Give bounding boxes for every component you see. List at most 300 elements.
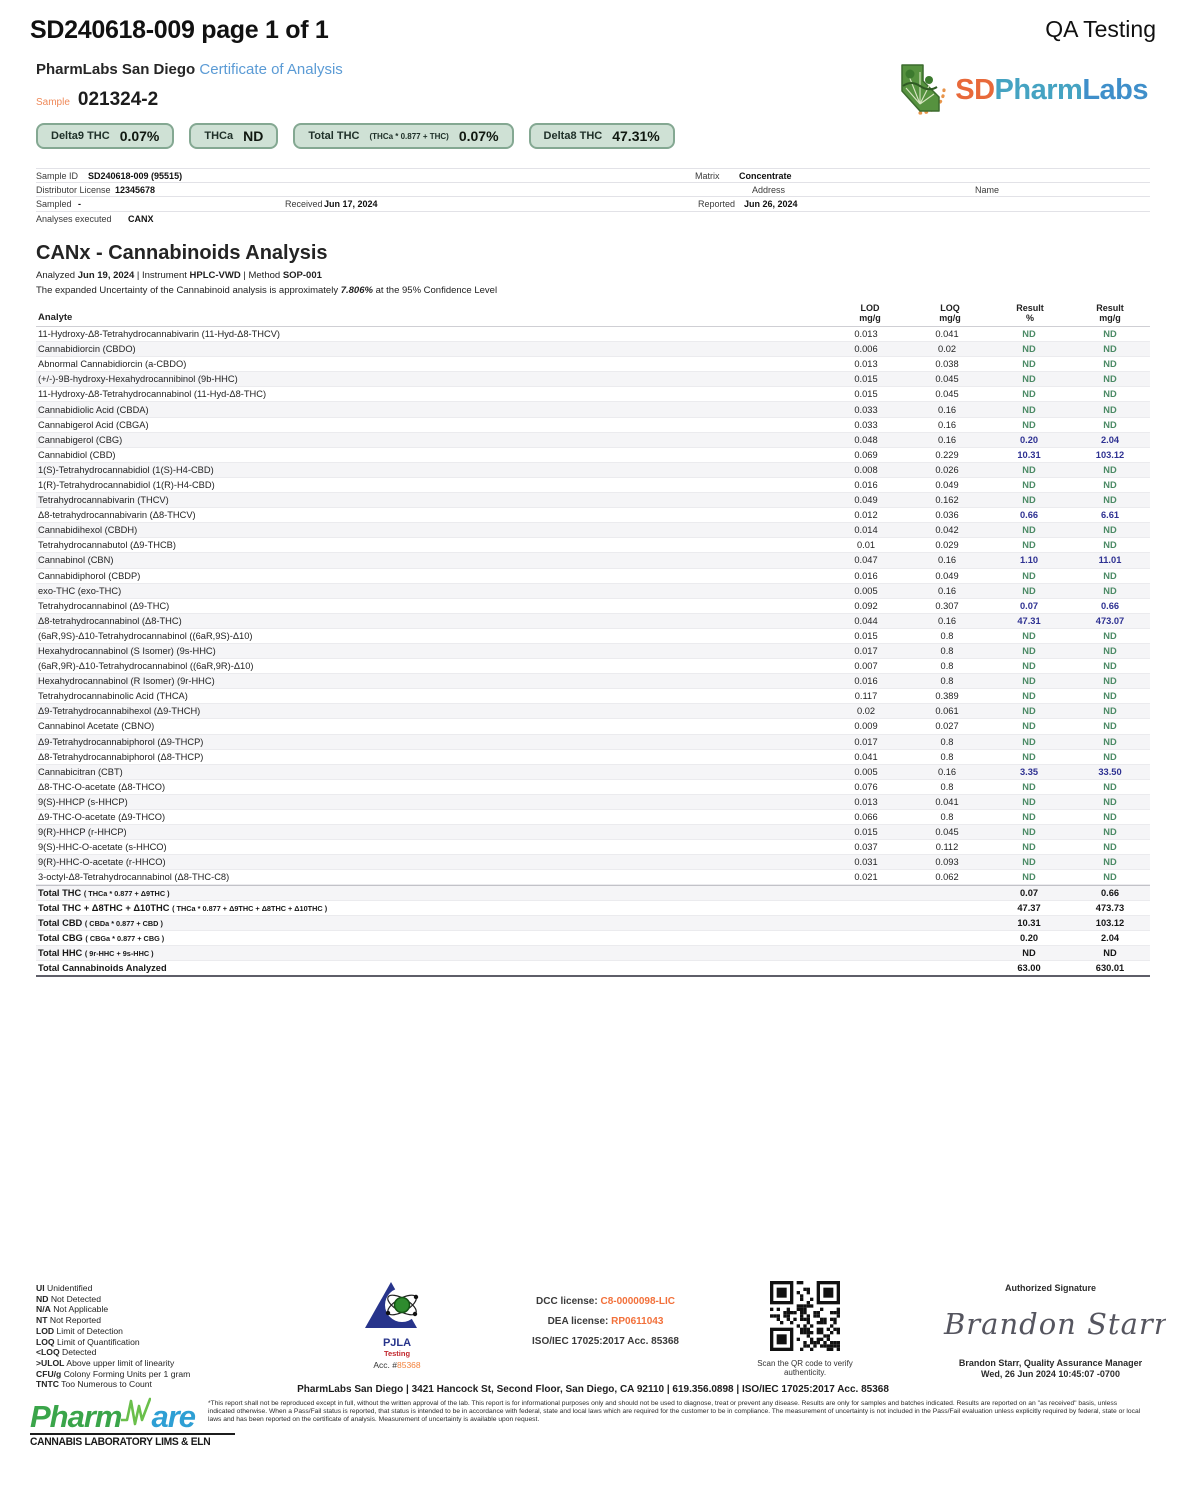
- uncertainty-value: 7.806%: [340, 285, 373, 296]
- analyte-row: [36, 795, 1150, 810]
- license-block: [498, 1292, 713, 1352]
- lod-value: 0.044: [854, 615, 878, 626]
- analyte-row: [36, 372, 1150, 387]
- abbreviation-legend: [36, 1283, 190, 1390]
- analyte-row: [36, 538, 1150, 553]
- analyte-row: [36, 478, 1150, 493]
- analyte-row: [36, 599, 1150, 614]
- lod-value: 0.016: [854, 676, 878, 687]
- total-row: [36, 946, 1150, 961]
- result-percent: ND: [1022, 389, 1036, 400]
- qr-verification: [740, 1281, 870, 1377]
- loq-value: 0.16: [937, 555, 957, 566]
- result-percent: ND: [1022, 706, 1036, 717]
- analyte-column-header: Analyte: [38, 312, 73, 323]
- badge-value: 0.07%: [458, 128, 499, 144]
- analyte-row: [36, 810, 1150, 825]
- total-label: Total CBG ( CBGa * 0.877 + CBG ): [38, 933, 165, 944]
- total-percent: 47.37: [1017, 902, 1041, 913]
- pjla-testing-label: Testing: [383, 1349, 411, 1358]
- lab-address-line: PharmLabs San Diego | 3421 Hancock St, Second Floor, San Diego, CA 92110 | 619.356.0898 | ISO/IEC 17025:2017 Acc. 85368: [297, 1384, 889, 1395]
- lod-value: 0.031: [854, 857, 878, 868]
- loq-value: 0.16: [937, 404, 957, 415]
- result-percent: ND: [1022, 479, 1036, 490]
- analyte-name: 1(R)-Tetrahydrocannabidiol (1(R)-H4-CBD): [38, 479, 215, 490]
- sample-id-full: SD240618-009 (95515): [88, 171, 183, 181]
- total-row: [36, 916, 1150, 931]
- analyte-row: [36, 584, 1150, 599]
- badge-label: Total THC: [308, 130, 360, 142]
- total-label: Total Cannabinoids Analyzed: [38, 963, 167, 973]
- lod-value: 0.014: [854, 525, 878, 536]
- analyte-name: Tetrahydrocannabutol (Δ9-THCB): [38, 540, 176, 551]
- loq-value: 0.112: [935, 842, 959, 853]
- legend-item: LOQ Limit of Quantification: [36, 1336, 140, 1347]
- lod-value: 0.033: [854, 419, 878, 430]
- column-header: Result %: [1016, 303, 1044, 323]
- lod-value: 0.015: [854, 389, 878, 400]
- result-percent: ND: [1022, 329, 1036, 340]
- legend-item: CFU/g Colony Forming Units per 1 gram: [36, 1368, 191, 1379]
- analyte-name: Tetrahydrocannabinol (Δ9-THC): [38, 600, 170, 611]
- lod-value: 0.017: [854, 646, 878, 657]
- total-percent: 10.31: [1017, 917, 1041, 928]
- lod-value: 0.048: [854, 434, 878, 445]
- loq-value: 0.041: [935, 329, 959, 340]
- analyte-name: Cannabinol (CBN): [38, 555, 114, 566]
- lod-value: 0.016: [854, 479, 878, 490]
- result-mgg: 2.04: [1100, 434, 1120, 445]
- analyte-row: [36, 508, 1150, 523]
- result-percent: ND: [1022, 646, 1036, 657]
- totals-rows: [36, 885, 1150, 976]
- result-percent: 0.66: [1019, 510, 1039, 521]
- result-mgg: ND: [1103, 495, 1117, 506]
- analyte-row: [36, 553, 1150, 568]
- analyte-row: [36, 402, 1150, 417]
- column-header: Result mg/g: [1096, 303, 1124, 323]
- separator: |: [136, 270, 140, 281]
- analyte-name: Cannabicitran (CBT): [38, 766, 123, 777]
- analyte-row: [36, 780, 1150, 795]
- analyte-name: Cannabidiphorol (CBDP): [38, 570, 141, 581]
- analyte-name: exo-THC (exo-THC): [38, 585, 122, 596]
- analyte-row: [36, 735, 1150, 750]
- loq-value: 0.307: [935, 600, 959, 611]
- lab-name: PharmLabs San Diego: [36, 61, 196, 78]
- lod-value: 0.015: [854, 374, 878, 385]
- legend-item: LOD Limit of Detection: [36, 1325, 123, 1336]
- result-percent: ND: [1022, 359, 1036, 370]
- lod-value: 0.005: [854, 766, 878, 777]
- result-percent: ND: [1022, 570, 1036, 581]
- analyte-name: Δ8-tetrahydrocannabinol (Δ8-THC): [38, 615, 182, 626]
- result-mgg: ND: [1103, 389, 1117, 400]
- lod-value: 0.012: [854, 510, 878, 521]
- analyte-row: [36, 750, 1150, 765]
- analyte-name: 11-Hydroxy-Δ8-Tetrahydrocannabivarin (11-Hyd-Δ8-THCV): [38, 329, 280, 340]
- pjla-accreditation: [347, 1281, 447, 1370]
- dea-license-line: DEA license: RP0611043: [547, 1316, 664, 1327]
- loq-value: 0.036: [935, 510, 959, 521]
- result-mgg: ND: [1103, 676, 1117, 687]
- matrix-value: Concentrate: [739, 171, 792, 181]
- analyte-name: (6aR,9S)-Δ10-Tetrahydrocannabinol ((6aR,9S)-Δ10): [38, 630, 253, 641]
- loq-value: 0.16: [937, 419, 957, 430]
- analyte-name: Δ9-Tetrahydrocannabiphorol (Δ9-THCP): [38, 736, 204, 747]
- result-percent: ND: [1022, 495, 1036, 506]
- loq-value: 0.8: [940, 661, 954, 672]
- total-mgg: ND: [1103, 948, 1117, 959]
- lod-value: 0.009: [854, 721, 878, 732]
- name-label: Name: [975, 184, 1000, 195]
- lod-value: 0.015: [854, 827, 878, 838]
- analyte-row: [36, 644, 1150, 659]
- analyte-row: [36, 342, 1150, 357]
- total-percent: 0.20: [1019, 933, 1039, 944]
- pjla-logo-icon: [364, 1320, 430, 1337]
- loq-value: 0.8: [940, 751, 954, 762]
- total-formula: ( THCa * 0.877 + Δ9THC ): [83, 889, 170, 899]
- loq-value: 0.16: [937, 585, 957, 596]
- analyte-name: Cannabidihexol (CBDH): [38, 525, 138, 536]
- distributor-license-label: Distributor License: [36, 184, 111, 195]
- analyte-row: [36, 387, 1150, 402]
- legend-item: UI Unidentified: [36, 1283, 93, 1293]
- analyte-row: [36, 825, 1150, 840]
- result-percent: ND: [1022, 857, 1036, 868]
- result-percent: ND: [1022, 630, 1036, 641]
- badge-label: THCa: [204, 130, 234, 142]
- result-mgg: ND: [1103, 827, 1117, 838]
- lod-value: 0.013: [854, 359, 878, 370]
- analyte-name: Tetrahydrocannabinolic Acid (THCA): [38, 691, 188, 702]
- lod-value: 0.049: [854, 495, 878, 506]
- total-row: [36, 901, 1150, 916]
- analyte-name: Δ8-tetrahydrocannabivarin (Δ8-THCV): [38, 510, 196, 521]
- badge-value: ND: [243, 128, 264, 144]
- analyte-row: [36, 418, 1150, 433]
- result-mgg: ND: [1103, 691, 1117, 702]
- analyte-row: [36, 719, 1150, 734]
- result-percent: ND: [1022, 691, 1036, 702]
- sdpharmlabs-wordmark: SDPharmLabs: [955, 74, 1148, 106]
- total-label: Total HHC ( 9r-HHC + 9s-HHC ): [38, 948, 154, 959]
- result-mgg: ND: [1103, 751, 1117, 762]
- result-mgg: ND: [1103, 872, 1117, 883]
- lod-value: 0.01: [856, 540, 876, 551]
- loq-value: 0.049: [935, 479, 959, 490]
- analyte-name: 9(R)-HHCP (r-HHCP): [38, 827, 127, 838]
- uncertainty-statement: The expanded Uncertainty of the Cannabinoid analysis is approximately 7.806% at the 95% Confidence Level: [36, 285, 498, 296]
- total-percent: 63.00: [1017, 963, 1041, 973]
- result-mgg: ND: [1103, 842, 1117, 853]
- analyte-name: Cannabigerol Acid (CBGA): [38, 419, 149, 430]
- total-row: [36, 961, 1150, 976]
- loq-value: 0.8: [940, 630, 954, 641]
- certificate-of-analysis-label: Certificate of Analysis: [199, 61, 343, 78]
- lod-value: 0.016: [854, 570, 878, 581]
- analyte-row: [36, 689, 1150, 704]
- dcc-license-line: DCC license: C8-0000098-LIC: [536, 1296, 675, 1307]
- address-label: Address: [752, 184, 786, 195]
- analyte-name: 9(S)-HHC-O-acetate (s-HHCO): [38, 842, 167, 853]
- analyzed-label: Analyzed: [36, 270, 76, 281]
- method-value: SOP-001: [282, 270, 322, 281]
- pjla-accreditation-number: Acc. #85368: [373, 1360, 421, 1370]
- loq-value: 0.16: [937, 766, 957, 777]
- total-row: [36, 885, 1150, 900]
- signature-text: Brandon Starr: [943, 1307, 1166, 1341]
- result-mgg: ND: [1103, 630, 1117, 641]
- badge-label: Delta8 THC: [543, 130, 603, 142]
- pharmware-tagline: CANNABIS LABORATORY LIMS & ELN: [30, 1436, 211, 1448]
- analyte-row: [36, 629, 1150, 644]
- lod-value: 0.033: [854, 404, 878, 415]
- analyte-name: Cannabidiolic Acid (CBDA): [38, 404, 149, 415]
- result-percent: ND: [1022, 540, 1036, 551]
- result-mgg: ND: [1103, 570, 1117, 581]
- result-mgg: ND: [1103, 812, 1117, 823]
- badge-formula: (THCa * 0.877 + THC): [369, 131, 449, 141]
- separator: |: [243, 270, 246, 281]
- analyte-name: 11-Hydroxy-Δ8-Tetrahydrocannabinol (11-Hyd-Δ8-THC): [38, 389, 267, 400]
- cannabinoid-results-table: [36, 303, 1150, 977]
- result-mgg: 103.12: [1095, 449, 1125, 460]
- legend-item: N/A Not Applicable: [36, 1304, 109, 1315]
- legend-item: <LOQ Detected: [36, 1347, 97, 1358]
- loq-value: 0.045: [935, 374, 959, 385]
- cannabinoid-summary-badges: [36, 123, 1186, 149]
- lod-value: 0.076: [854, 781, 878, 792]
- pharmware-wordmark: Pharm are: [30, 1397, 235, 1435]
- distributor-license-value: 12345678: [115, 184, 156, 195]
- result-mgg: ND: [1103, 344, 1117, 355]
- result-percent: ND: [1022, 781, 1036, 792]
- analyte-name: Tetrahydrocannabivarin (THCV): [38, 495, 169, 506]
- instrument-label: Instrument: [142, 270, 187, 281]
- method-label: Method: [248, 270, 281, 281]
- total-formula: ( CBGa * 0.877 + CBG ): [85, 934, 165, 944]
- legend-item: TNTC Too Numerous to Count: [36, 1379, 152, 1390]
- analyte-name: 9(R)-HHC-O-acetate (r-HHCO): [38, 857, 166, 868]
- loq-value: 0.16: [937, 434, 957, 445]
- lod-value: 0.015: [854, 630, 878, 641]
- loq-value: 0.229: [935, 449, 959, 460]
- result-mgg: ND: [1103, 464, 1117, 475]
- analyte-row: [36, 448, 1150, 463]
- result-mgg: ND: [1103, 857, 1117, 868]
- analyte-row: [36, 433, 1150, 448]
- section-title: CANx - Cannabinoids Analysis: [36, 242, 328, 264]
- loq-value: 0.042: [935, 525, 959, 536]
- summary-badge: [529, 123, 675, 149]
- authorized-signature-label: Authorized Signature: [1004, 1283, 1096, 1293]
- analyte-row: [36, 765, 1150, 780]
- pharmware-logo: [30, 1397, 235, 1448]
- analyte-name: Δ9-THC-O-acetate (Δ9-THCO): [38, 812, 166, 823]
- column-header: LOD mg/g: [859, 303, 881, 323]
- total-percent: ND: [1022, 948, 1036, 959]
- analyte-row: [36, 569, 1150, 584]
- analyte-name: 1(S)-Tetrahydrocannabidiol (1(S)-H4-CBD): [38, 464, 214, 475]
- total-mgg: 103.12: [1095, 917, 1125, 928]
- summary-badge: [36, 123, 174, 149]
- result-percent: ND: [1022, 676, 1036, 687]
- lod-value: 0.005: [854, 585, 878, 596]
- legend-item: NT Not Reported: [36, 1315, 101, 1326]
- result-mgg: ND: [1103, 646, 1117, 657]
- lod-value: 0.021: [854, 872, 878, 883]
- analyte-name: (+/-)-9B-hydroxy-Hexahydrocannibinol (9b-HHC): [38, 374, 238, 385]
- qa-testing-label: QA Testing: [1045, 16, 1156, 42]
- legend-item: ND Not Detected: [36, 1293, 101, 1304]
- qr-code[interactable]: [770, 1338, 840, 1355]
- result-mgg: ND: [1103, 721, 1117, 732]
- analyses-executed-value: CANX: [128, 213, 154, 224]
- sampled-value: -: [78, 199, 81, 209]
- result-mgg: ND: [1103, 329, 1117, 340]
- lod-value: 0.047: [854, 555, 878, 566]
- result-mgg: 11.01: [1098, 555, 1122, 566]
- result-percent: 1.10: [1019, 555, 1039, 566]
- total-label: Total THC + Δ8THC + Δ10THC ( THCa * 0.877 + Δ9THC + Δ8THC + Δ10THC ): [38, 902, 328, 913]
- total-mgg: 473.73: [1095, 902, 1125, 913]
- result-mgg: ND: [1103, 706, 1117, 717]
- legend-item: >ULOL Above upper limit of linearity: [36, 1357, 175, 1368]
- lod-value: 0.008: [854, 464, 878, 475]
- loq-value: 0.8: [940, 736, 954, 747]
- total-mgg: 0.66: [1100, 888, 1120, 899]
- lod-value: 0.006: [854, 344, 878, 355]
- result-mgg: ND: [1103, 540, 1117, 551]
- result-percent: ND: [1022, 661, 1036, 672]
- result-mgg: ND: [1103, 359, 1117, 370]
- signature-block: [928, 1283, 1173, 1380]
- analyte-name: 9(S)-HHCP (s-HHCP): [38, 796, 128, 807]
- result-mgg: ND: [1103, 404, 1117, 415]
- result-percent: 0.07: [1019, 600, 1039, 611]
- iso-accreditation-line: ISO/IEC 17025:2017 Acc. 85368: [532, 1336, 679, 1347]
- loq-value: 0.027: [935, 721, 959, 732]
- signer-name-title: Brandon Starr, Quality Assurance Manager: [958, 1358, 1143, 1368]
- analyte-row: [36, 704, 1150, 719]
- page-header: [0, 0, 1186, 45]
- received-label: Received: [285, 199, 323, 209]
- loq-value: 0.045: [935, 389, 959, 400]
- badge-value: 47.31%: [612, 128, 660, 144]
- loq-value: 0.045: [935, 827, 959, 838]
- analyte-row: [36, 855, 1150, 870]
- instrument-value: HPLC-VWD: [189, 270, 241, 281]
- analyte-name: Hexahydrocannabinol (R Isomer) (9r-HHC): [38, 676, 215, 687]
- lod-value: 0.069: [854, 449, 878, 460]
- numeric-column-headers: [830, 303, 1150, 323]
- analyte-name: 3-octyl-Δ8-Tetrahydrocannabinol (Δ8-THC-C8): [38, 872, 230, 883]
- loq-value: 0.8: [940, 676, 954, 687]
- result-percent: ND: [1022, 525, 1036, 536]
- total-formula: ( CBDa * 0.877 + CBD ): [84, 918, 163, 928]
- loq-value: 0.162: [935, 495, 959, 506]
- result-mgg: 473.07: [1095, 615, 1125, 626]
- loq-value: 0.8: [940, 781, 954, 792]
- analyte-row: [36, 493, 1150, 508]
- total-mgg: 630.01: [1095, 963, 1125, 973]
- result-mgg: ND: [1103, 736, 1117, 747]
- lod-value: 0.041: [854, 751, 878, 762]
- loq-value: 0.389: [935, 691, 959, 702]
- total-formula: ( THCa * 0.877 + Δ9THC + Δ8THC + Δ10THC ): [172, 903, 328, 913]
- loq-value: 0.062: [935, 872, 959, 883]
- info-row-3: [36, 197, 1150, 212]
- sample-id-label: Sample ID: [36, 171, 79, 181]
- badge-value: 0.07%: [119, 128, 160, 144]
- analyte-row: [36, 463, 1150, 478]
- section-meta-line: [36, 270, 1186, 281]
- result-mgg: 6.61: [1100, 510, 1120, 521]
- total-label: Total THC ( THCa * 0.877 + Δ9THC ): [38, 888, 170, 899]
- result-percent: ND: [1022, 404, 1036, 415]
- reported-label: Reported: [698, 199, 736, 209]
- column-header: LOQ mg/g: [939, 303, 961, 323]
- dcc-license-value: C8-0000098-LIC: [600, 1296, 675, 1307]
- analyte-row: [36, 659, 1150, 674]
- analyte-row: [36, 840, 1150, 855]
- lod-value: 0.117: [854, 691, 878, 702]
- analyte-row: [36, 357, 1150, 372]
- loq-value: 0.061: [935, 706, 959, 717]
- lod-value: 0.092: [854, 600, 878, 611]
- lod-value: 0.037: [854, 842, 878, 853]
- analyte-name: Δ8-THC-O-acetate (Δ8-THCO): [38, 781, 166, 792]
- analyzed-date: Jun 19, 2024: [77, 270, 135, 281]
- loq-value: 0.029: [935, 540, 959, 551]
- analyte-row: [36, 614, 1150, 629]
- result-mgg: ND: [1103, 374, 1117, 385]
- signature-script: [928, 1301, 1173, 1352]
- received-value: Jun 17, 2024: [324, 199, 378, 209]
- result-percent: ND: [1022, 812, 1036, 823]
- result-mgg: ND: [1103, 419, 1117, 430]
- result-mgg: ND: [1103, 479, 1117, 490]
- sample-label: Sample: [36, 97, 70, 108]
- result-percent: ND: [1022, 751, 1036, 762]
- analyte-name: Cannabidiol (CBD): [38, 449, 116, 460]
- loq-value: 0.026: [935, 464, 959, 475]
- result-percent: 3.35: [1019, 766, 1039, 777]
- sampled-label: Sampled: [36, 199, 72, 209]
- result-percent: 0.20: [1019, 434, 1039, 445]
- result-mgg: ND: [1103, 661, 1117, 672]
- result-percent: 47.31: [1017, 615, 1041, 626]
- document-id-title: SD240618-009 page 1 of 1: [30, 16, 329, 44]
- lod-value: 0.007: [854, 661, 878, 672]
- analyte-name: Δ8-Tetrahydrocannabiphorol (Δ8-THCP): [38, 751, 204, 762]
- total-percent: 0.07: [1019, 888, 1039, 899]
- loq-value: 0.049: [935, 570, 959, 581]
- sample-info-table: [36, 168, 1150, 226]
- result-mgg: ND: [1103, 781, 1117, 792]
- result-mgg: ND: [1103, 525, 1117, 536]
- result-mgg: 33.50: [1098, 766, 1122, 777]
- dea-license-value: RP0611043: [611, 1316, 664, 1327]
- signature-datetime: Wed, 26 Jun 2024 10:45:07 -0700: [981, 1369, 1120, 1379]
- pjla-name: PJLA: [382, 1337, 412, 1349]
- analyte-name: Cannabigerol (CBG): [38, 434, 123, 445]
- result-percent: ND: [1022, 796, 1036, 807]
- analyte-name: Δ9-Tetrahydrocannabihexol (Δ9-THCH): [38, 706, 201, 717]
- result-percent: ND: [1022, 344, 1036, 355]
